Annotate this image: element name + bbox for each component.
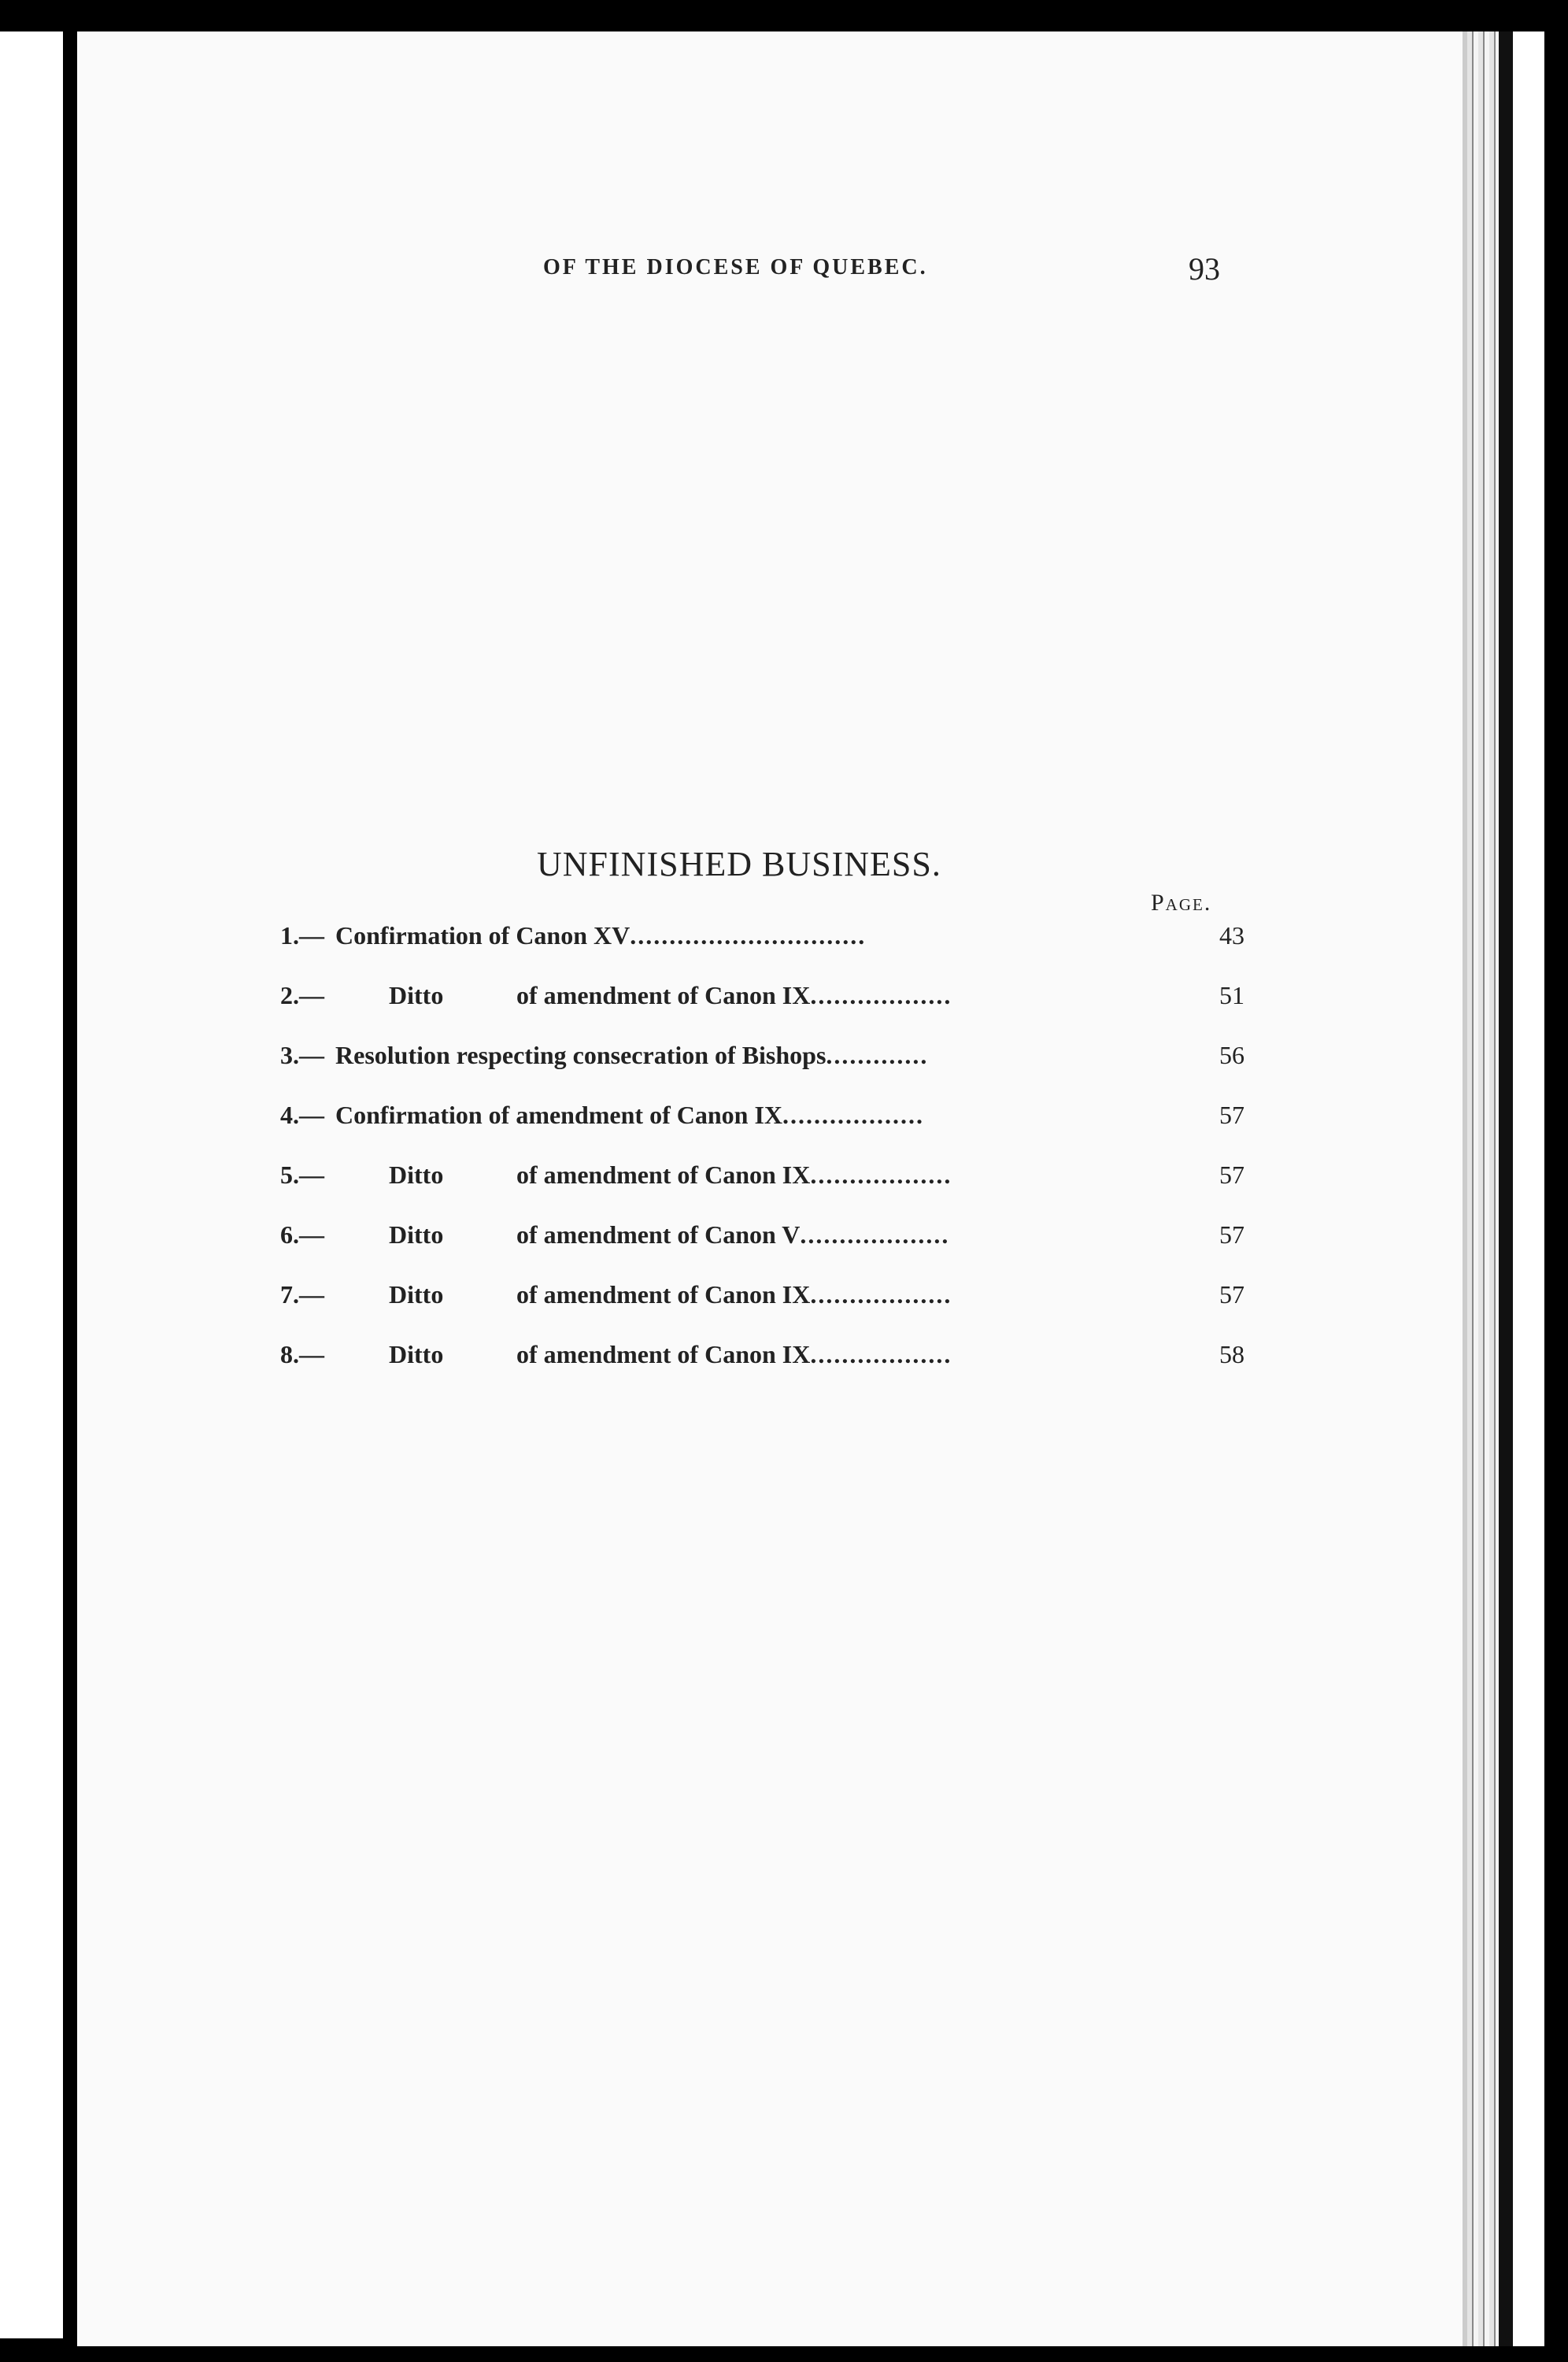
list-item <box>280 976 1244 1036</box>
list-item <box>280 1216 1244 1275</box>
entry-ditto: Ditto <box>389 981 444 1009</box>
entry-text: Resolution respecting consecration of Bishops............. <box>335 1041 929 1069</box>
entry-text: Confirmation of Canon XV.............................. <box>335 921 867 950</box>
entry-ditto: Ditto <box>389 1280 444 1309</box>
page-column-label: Page. <box>1151 890 1212 916</box>
entry-number: 3.— <box>280 1041 324 1069</box>
entry-page: 57 <box>1219 1280 1244 1309</box>
entry-text: of amendment of Canon IX.................. <box>516 1340 952 1368</box>
book-gutter <box>65 31 77 2338</box>
contents-list <box>280 916 1244 1395</box>
entry-ditto: Ditto <box>389 1340 444 1368</box>
page-stack-edges <box>1467 31 1499 2346</box>
entry-page: 56 <box>1219 1041 1244 1069</box>
list-item <box>280 1275 1244 1335</box>
entry-number: 6.— <box>280 1220 324 1249</box>
entry-number: 4.— <box>280 1101 324 1129</box>
entry-number: 8.— <box>280 1340 324 1368</box>
entry-page: 51 <box>1219 981 1244 1009</box>
entry-ditto: Ditto <box>389 1161 444 1189</box>
page-number: 93 <box>1189 251 1220 287</box>
section-title: UNFINISHED BUSINESS. <box>537 845 941 883</box>
entry-text: of amendment of Canon V................... <box>516 1220 950 1249</box>
book-cover-edge <box>1499 31 1513 2346</box>
list-item <box>280 1036 1244 1096</box>
entry-text: of amendment of Canon IX.................. <box>516 1161 952 1189</box>
entry-number: 7.— <box>280 1280 324 1309</box>
scan-margin <box>1513 31 1544 2346</box>
entry-text: of amendment of Canon IX.................. <box>516 1280 952 1309</box>
list-item <box>280 1156 1244 1216</box>
entry-text: Confirmation of amendment of Canon IX.................. <box>335 1101 924 1129</box>
entry-page: 57 <box>1219 1101 1244 1129</box>
list-item <box>280 1335 1244 1395</box>
running-head <box>464 250 1330 290</box>
entry-text: of amendment of Canon IX.................. <box>516 981 952 1009</box>
entry-page: 58 <box>1219 1340 1244 1368</box>
entry-page: 57 <box>1219 1161 1244 1189</box>
entry-number: 5.— <box>280 1161 324 1189</box>
entry-page: 57 <box>1219 1220 1244 1249</box>
left-page-edge <box>0 31 63 2338</box>
list-item <box>280 916 1244 976</box>
list-item <box>280 1096 1244 1156</box>
entry-number: 1.— <box>280 921 324 950</box>
entry-page: 43 <box>1219 921 1244 950</box>
entry-number: 2.— <box>280 981 324 1009</box>
entry-ditto: Ditto <box>389 1220 444 1249</box>
running-title: OF THE DIOCESE OF QUEBEC. <box>543 255 928 280</box>
